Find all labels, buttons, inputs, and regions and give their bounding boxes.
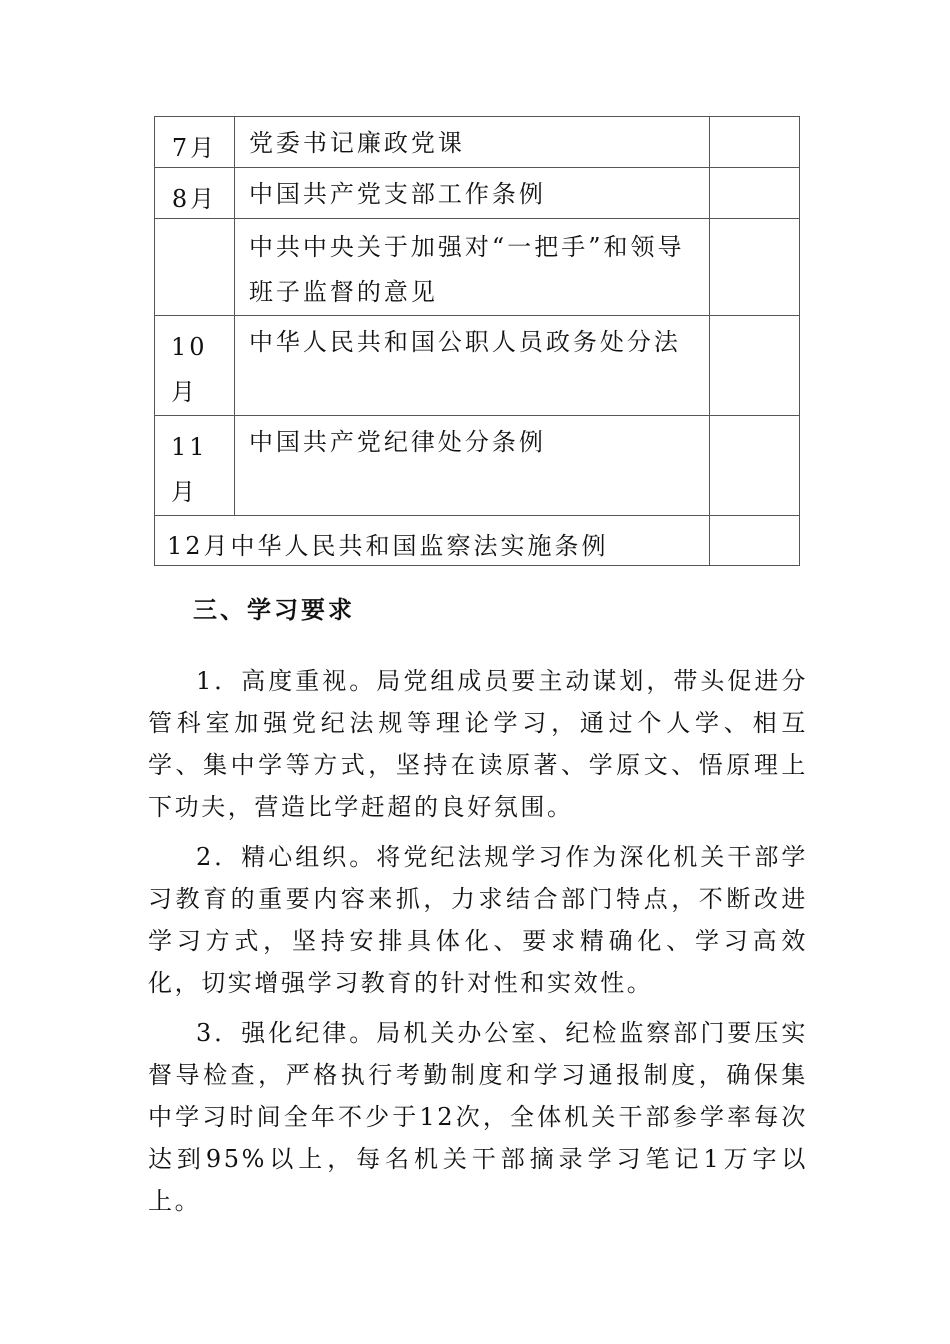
note-cell [710,316,800,416]
table-row [155,316,800,416]
table-row [155,168,800,219]
note-cell [710,516,800,566]
requirement-paragraph-1: 1．高度重视。局党组成员要主动谋划，带头促进分管科室加强党纪法规等理论学习，通过个人学、相互学、集中学等方式，坚持在读原著、学原文、悟原理上下功夫，营造比学赶超的良好氛围。 [148,667,808,821]
content-cell: 中国共产党支部工作条例 [234,168,709,219]
note-cell [710,219,800,316]
table-row [155,516,800,566]
content-cell: 中共中央关于加强对“一把手”和领导班子监督的意见 [234,219,709,316]
table-row [155,416,800,516]
table-row [155,219,800,316]
content-cell: 党委书记廉政党课 [234,117,709,168]
merged-month-content-cell: 12月中华人民共和国监察法实施条例 [155,516,710,566]
month-cell: 11月 [155,416,235,516]
study-plan-table [154,116,800,566]
table-row [155,117,800,168]
note-cell [710,416,800,516]
month-cell: 7月 [155,117,235,168]
requirement-paragraph-2: 2．精心组织。将党纪法规学习作为深化机关干部学习教育的重要内容来抓，力求结合部门特点，不断改进学习方式，坚持安排具体化、要求精确化、学习高效化，切实增强学习教育的针对性和实效性。 [148,843,808,997]
note-cell [710,168,800,219]
note-cell [710,117,800,168]
month-cell: 10月 [155,316,235,416]
section-heading: 三、学习要求 [193,595,355,624]
month-cell [155,219,235,316]
month-cell: 8月 [155,168,235,219]
content-cell: 中国共产党纪律处分条例 [234,416,709,516]
content-cell: 中华人民共和国公职人员政务处分法 [234,316,709,416]
requirement-paragraph-3: 3．强化纪律。局机关办公室、纪检监察部门要压实督导检查，严格执行考勤制度和学习通报制度，确保集中学习时间全年不少于12次，全体机关干部参学率每次达到95%以上，每名机关干部摘录学习笔记1万字以上。 [148,1019,808,1215]
